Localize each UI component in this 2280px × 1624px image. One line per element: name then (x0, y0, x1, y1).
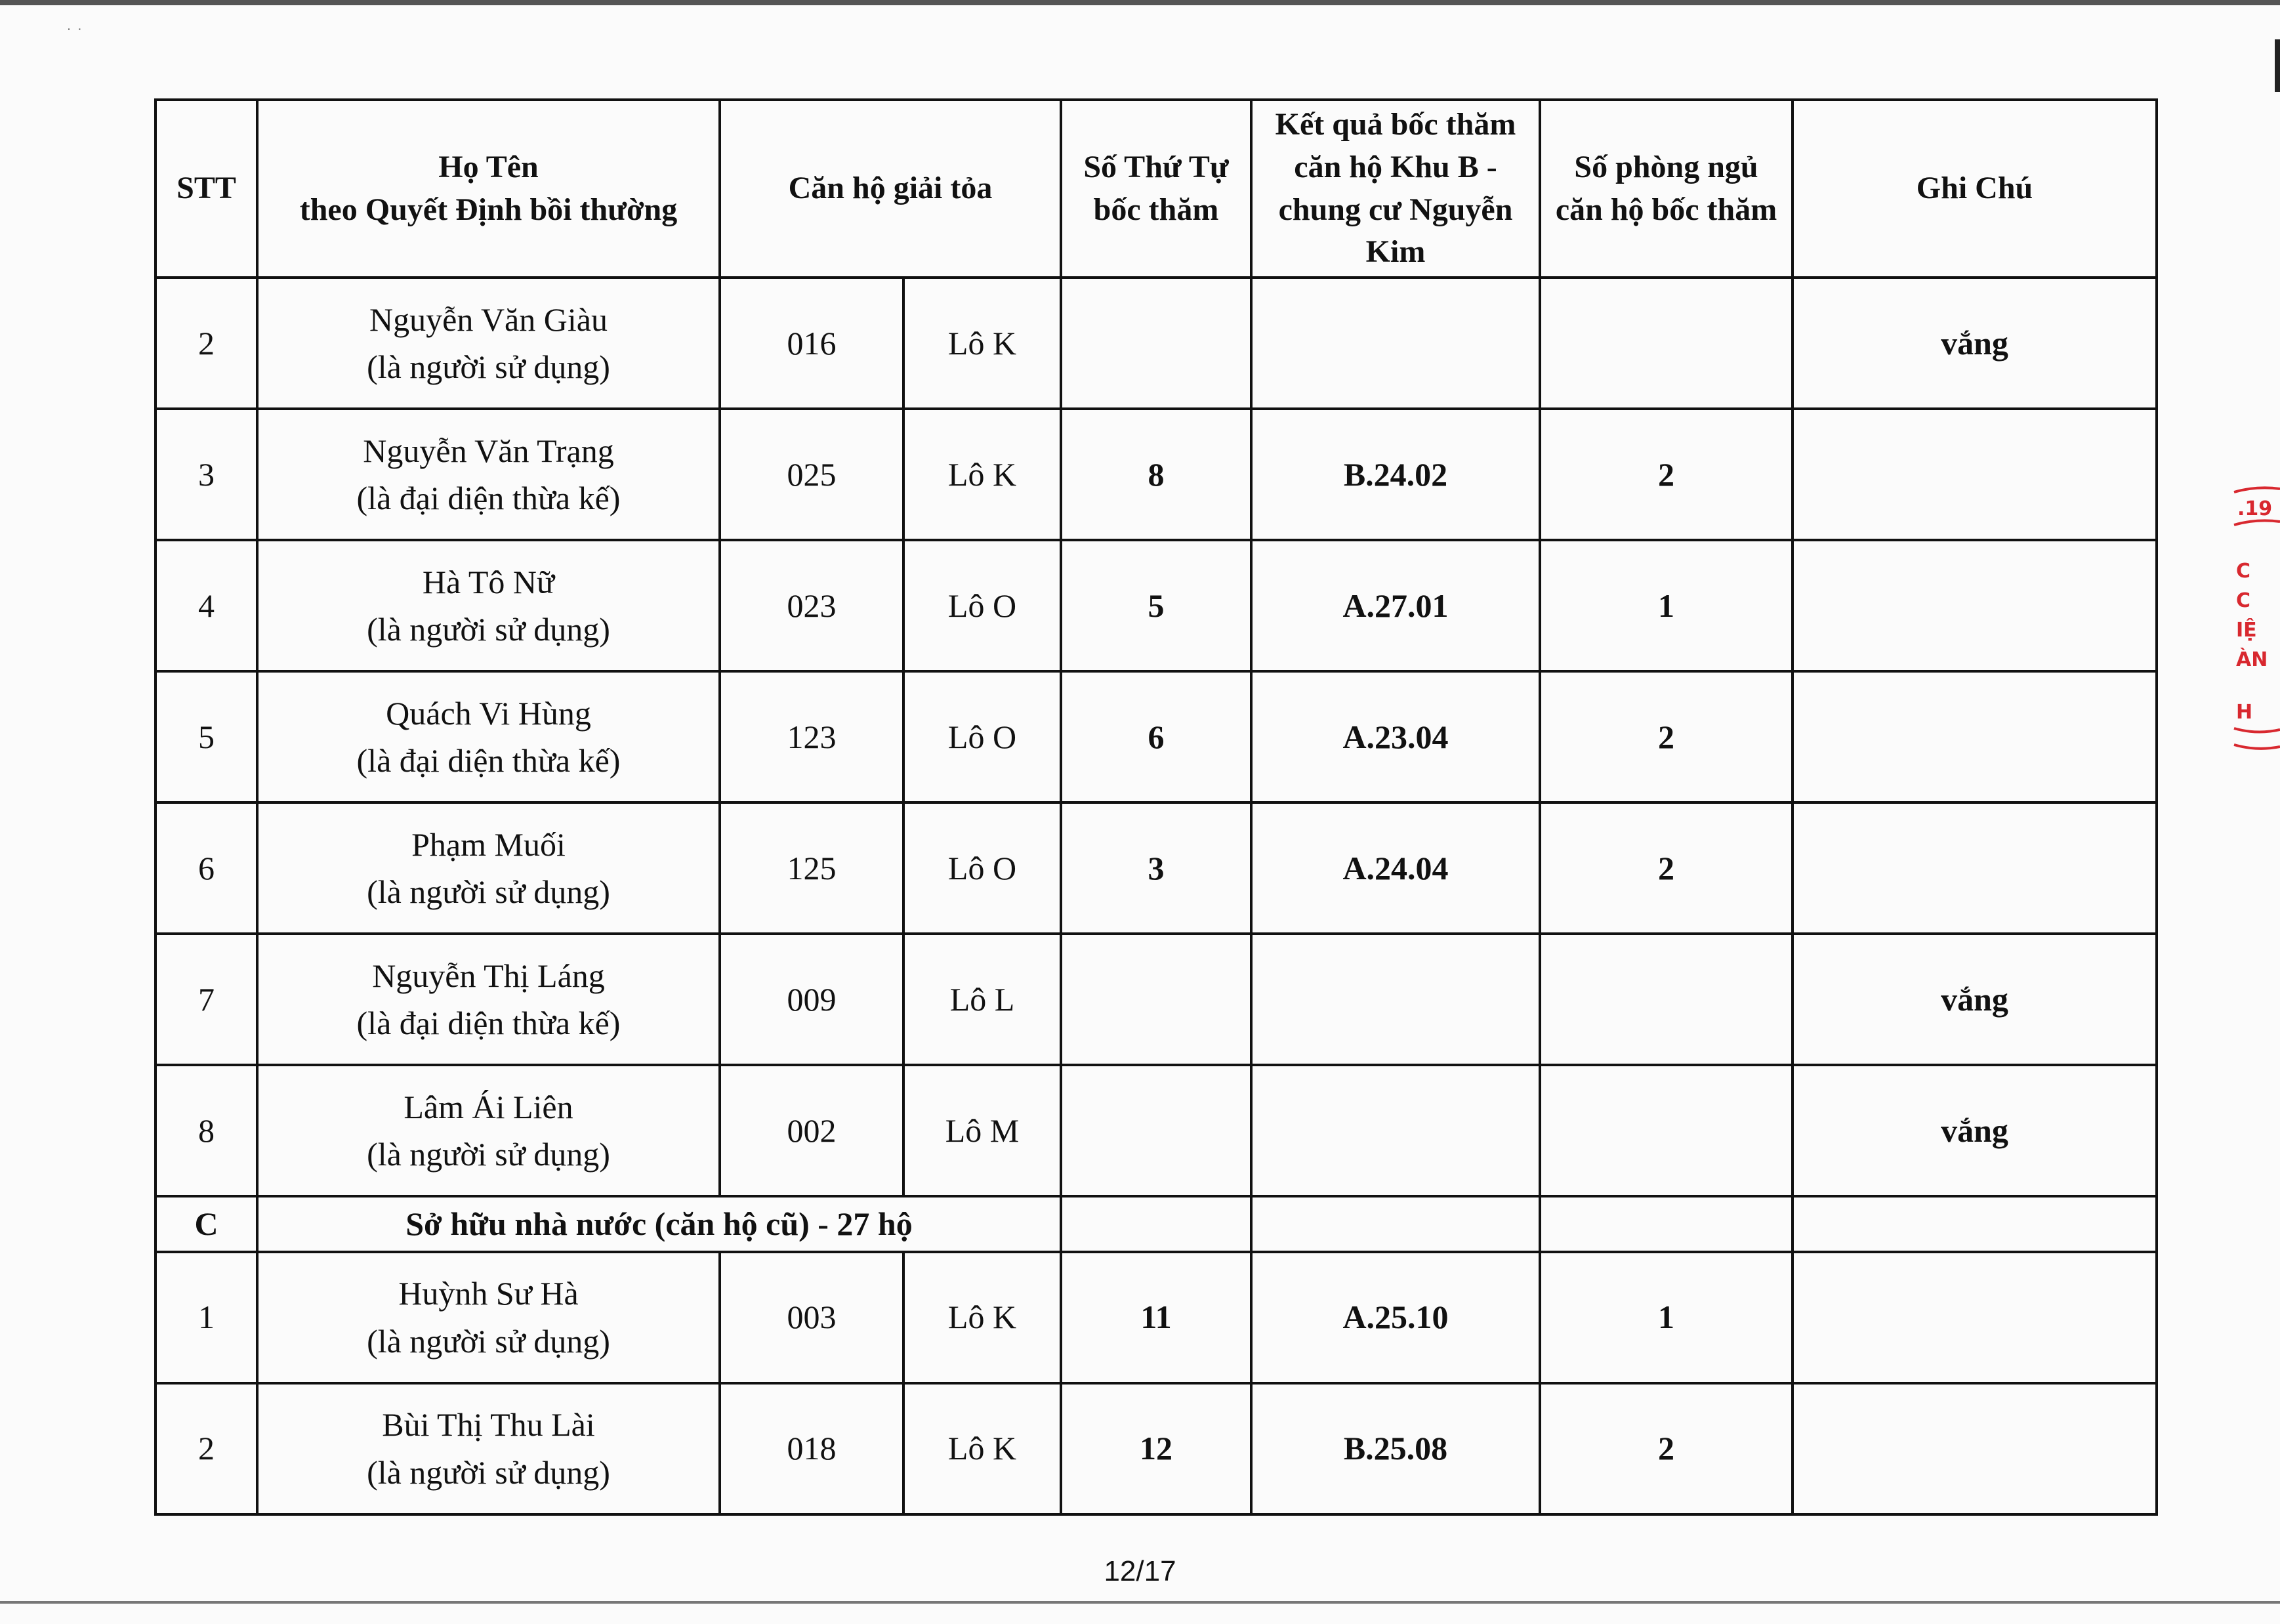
row-lot: Lô O (903, 540, 1061, 671)
row-stt: 7 (155, 934, 257, 1065)
row-name-cell (257, 1065, 720, 1196)
row-bedrooms: 1 (1540, 1252, 1793, 1383)
row-apartment-number: 009 (720, 934, 903, 1065)
section-empty-cell (1251, 1196, 1540, 1252)
row-name-cell (257, 671, 720, 802)
lottery-results-table (154, 98, 2158, 1516)
svg-text:C: C (2236, 560, 2251, 583)
row-stt: 8 (155, 1065, 257, 1196)
row-result: A.23.04 (1251, 671, 1540, 802)
row-draw-order: 3 (1061, 802, 1251, 934)
row-bedrooms (1540, 934, 1793, 1065)
row-lot: Lô O (903, 671, 1061, 802)
person-name: Nguyễn Thị Láng (372, 957, 605, 994)
person-role: (là người sử dụng) (367, 1136, 610, 1173)
row-result (1251, 1065, 1540, 1196)
person-role: (là đại diện thừa kế) (356, 480, 621, 517)
row-stt: 4 (155, 540, 257, 671)
row-lot: Lô L (903, 934, 1061, 1065)
person-role: (là người sử dụng) (367, 611, 610, 648)
person-name: Nguyễn Văn Trạng (363, 432, 614, 469)
row-result (1251, 934, 1540, 1065)
header-note: Ghi Chú (1793, 100, 2157, 278)
row-bedrooms (1540, 1065, 1793, 1196)
row-result (1251, 278, 1540, 409)
header-draw-order: Số Thứ Tự bốc thăm (1061, 100, 1251, 278)
person-role: (là người sử dụng) (367, 1322, 610, 1360)
header-name-line1: Họ Tên (438, 149, 539, 184)
row-lot: Lô O (903, 802, 1061, 934)
row-bedrooms: 2 (1540, 409, 1793, 540)
row-bedrooms: 2 (1540, 802, 1793, 934)
table-row (155, 1383, 2157, 1514)
svg-text:C: C (2236, 589, 2251, 612)
row-draw-order (1061, 934, 1251, 1065)
row-bedrooms: 2 (1540, 1383, 1793, 1514)
section-title: Sở hữu nhà nước (căn hộ cũ) - 27 hộ (257, 1196, 1061, 1252)
row-bedrooms: 1 (1540, 540, 1793, 671)
row-result: B.25.08 (1251, 1383, 1540, 1514)
row-draw-order (1061, 278, 1251, 409)
row-stt: 3 (155, 409, 257, 540)
row-note: vắng (1793, 278, 2157, 409)
row-name-cell (257, 1383, 720, 1514)
scan-bottom-edge (0, 1601, 2280, 1604)
header-stt: STT (155, 100, 257, 278)
row-draw-order: 8 (1061, 409, 1251, 540)
table-row (155, 671, 2157, 802)
row-result: A.24.04 (1251, 802, 1540, 934)
section-row (155, 1196, 2157, 1252)
section-code: C (155, 1196, 257, 1252)
table-row (155, 278, 2157, 409)
table-row (155, 409, 2157, 540)
row-apartment-number: 002 (720, 1065, 903, 1196)
row-note (1793, 1383, 2157, 1514)
row-draw-order (1061, 1065, 1251, 1196)
person-name: Quách Vi Hùng (386, 694, 591, 732)
scan-edge-mark (2275, 39, 2280, 92)
page-number: 12/17 (1104, 1555, 1176, 1587)
table-row (155, 1065, 2157, 1196)
row-note: vắng (1793, 1065, 2157, 1196)
header-name (257, 100, 720, 278)
row-result: A.27.01 (1251, 540, 1540, 671)
table-row (155, 934, 2157, 1065)
header-bedrooms: Số phòng ngủ căn hộ bốc thăm (1540, 100, 1793, 278)
row-draw-order: 12 (1061, 1383, 1251, 1514)
table-row (155, 802, 2157, 934)
row-apartment-number: 123 (720, 671, 903, 802)
row-name-cell (257, 802, 720, 934)
header-apartment: Căn hộ giải tỏa (720, 100, 1061, 278)
header-result: Kết quả bốc thăm căn hộ Khu B - chung cư Nguyễn Kim (1251, 100, 1540, 278)
row-bedrooms: 2 (1540, 671, 1793, 802)
section-empty-cell (1061, 1196, 1251, 1252)
row-name-cell (257, 278, 720, 409)
row-stt: 2 (155, 1383, 257, 1514)
row-name-cell (257, 1252, 720, 1383)
row-apartment-number: 016 (720, 278, 903, 409)
row-name-cell (257, 409, 720, 540)
person-role: (là người sử dụng) (367, 873, 610, 911)
scan-specks: ˙ ˙ (66, 26, 83, 42)
person-role: (là đại diện thừa kế) (356, 742, 621, 780)
header-name-line2: theo Quyết Định bồi thường (299, 192, 678, 227)
person-name: Huỳnh Sư Hà (398, 1275, 579, 1312)
person-name: Lâm Ái Liên (404, 1088, 573, 1125)
svg-text:IỆ: IỆ (2236, 619, 2257, 642)
table-row (155, 1252, 2157, 1383)
person-role: (là người sử dụng) (367, 1453, 610, 1491)
section-empty-cell (1793, 1196, 2157, 1252)
scan-top-edge (0, 0, 2280, 5)
person-role: (là người sử dụng) (367, 348, 610, 386)
row-stt: 1 (155, 1252, 257, 1383)
row-stt: 2 (155, 278, 257, 409)
row-lot: Lô K (903, 409, 1061, 540)
person-role: (là đại diện thừa kế) (356, 1005, 621, 1042)
table-body (155, 278, 2157, 1514)
row-lot: Lô K (903, 1252, 1061, 1383)
row-lot: Lô M (903, 1065, 1061, 1196)
row-note (1793, 409, 2157, 540)
row-note (1793, 671, 2157, 802)
person-name: Nguyễn Văn Giàu (369, 301, 608, 338)
row-stt: 6 (155, 802, 257, 934)
person-name: Phạm Muối (411, 825, 566, 863)
row-apartment-number: 018 (720, 1383, 903, 1514)
row-apartment-number: 023 (720, 540, 903, 671)
header-row (155, 100, 2157, 278)
row-note (1793, 540, 2157, 671)
row-draw-order: 11 (1061, 1252, 1251, 1383)
row-apartment-number: 025 (720, 409, 903, 540)
svg-text:ÀN: ÀN (2236, 648, 2268, 671)
row-draw-order: 5 (1061, 540, 1251, 671)
row-apartment-number: 003 (720, 1252, 903, 1383)
row-apartment-number: 125 (720, 802, 903, 934)
section-empty-cell (1540, 1196, 1793, 1252)
row-lot: Lô K (903, 278, 1061, 409)
table-row (155, 540, 2157, 671)
row-draw-order: 6 (1061, 671, 1251, 802)
row-note (1793, 802, 2157, 934)
person-name: Bùi Thị Thu Lài (382, 1406, 595, 1444)
person-name: Hà Tô Nữ (422, 563, 555, 600)
row-lot: Lô K (903, 1383, 1061, 1514)
row-name-cell (257, 540, 720, 671)
row-note (1793, 1252, 2157, 1383)
row-stt: 5 (155, 671, 257, 802)
svg-text:.19: .19 (2237, 497, 2273, 520)
svg-text:H: H (2236, 701, 2253, 724)
row-result: B.24.02 (1251, 409, 1540, 540)
row-name-cell (257, 934, 720, 1065)
row-note: vắng (1793, 934, 2157, 1065)
red-stamp-fragment (2231, 486, 2280, 761)
row-bedrooms (1540, 278, 1793, 409)
row-result: A.25.10 (1251, 1252, 1540, 1383)
